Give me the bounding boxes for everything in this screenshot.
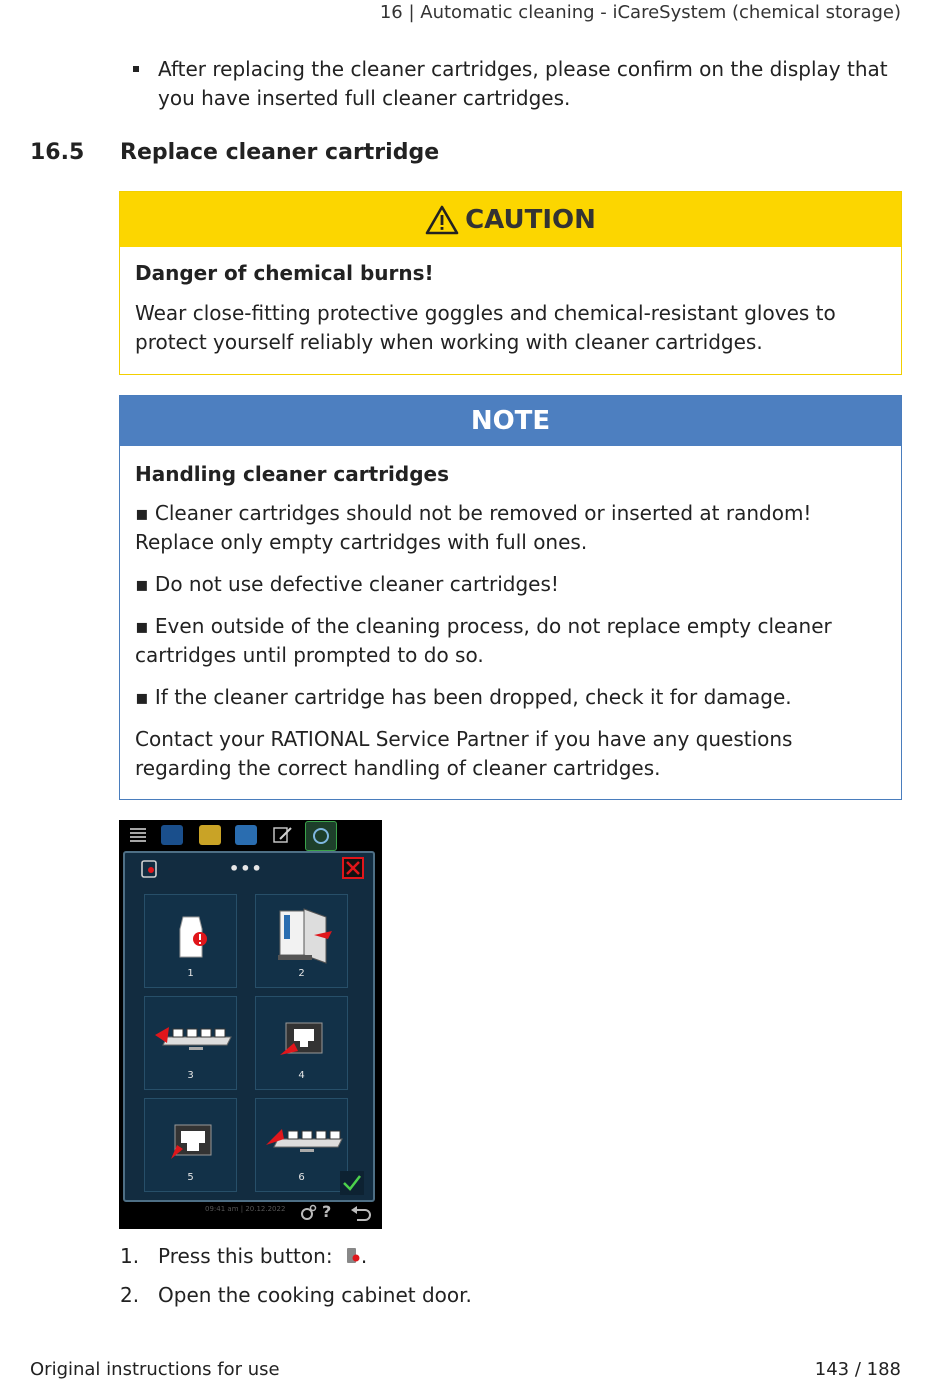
tile-number: 2 <box>298 968 305 979</box>
cartridge-rack-insert-icon <box>264 1125 344 1155</box>
intro-bullet <box>133 55 893 113</box>
note-label: NOTE <box>470 406 551 436</box>
cartridge-icon <box>139 859 159 883</box>
bullet-marker <box>133 66 139 72</box>
step-suffix: . <box>360 1244 368 1268</box>
caution-label: CAUTION <box>465 204 596 235</box>
section-title: Replace cleaner cartridge <box>120 140 440 165</box>
section-number: 16.5 <box>30 140 85 165</box>
device-top-bar <box>119 820 382 850</box>
clean-icon[interactable] <box>305 821 337 851</box>
oven-door-icon <box>276 905 336 965</box>
cartridge-panel <box>123 851 375 1202</box>
step-tile-1[interactable] <box>144 894 237 988</box>
page-header: 16 | Automatic cleaning - iCareSystem (chemical storage) <box>379 2 901 23</box>
caution-text: Wear close-fitting protective goggles and chemical-resistant gloves to protect yourself reliably when working with cleaner cartridges. <box>135 301 836 354</box>
step-tile-2[interactable] <box>255 894 348 988</box>
cartridge-remove-icon <box>280 1021 326 1061</box>
footer-left: Original instructions for use <box>30 1359 280 1380</box>
device-screenshot <box>119 820 382 1229</box>
note-item: ▪ If the cleaner cartridge has been dropped, check it for damage. <box>135 685 792 709</box>
menu-icon[interactable] <box>127 825 149 845</box>
help-icon[interactable]: ? <box>322 1202 332 1221</box>
page-number: 143 / 188 <box>814 1359 901 1380</box>
tile-number: 4 <box>298 1070 305 1081</box>
cartridge-button-icon <box>345 1246 361 1271</box>
confirm-check-icon[interactable] <box>340 1171 364 1195</box>
caution-box <box>119 191 902 375</box>
note-header <box>120 396 901 446</box>
note-item: ▪ Even outside of the cleaning process, do not replace empty cleaner cartridges until prompted to do so. <box>135 614 832 667</box>
tray-icon[interactable] <box>235 825 257 845</box>
tile-number: 1 <box>187 968 194 979</box>
cartridge-rack-remove-icon <box>153 1023 233 1053</box>
back-icon[interactable] <box>349 1204 371 1228</box>
step-tile-5[interactable] <box>144 1098 237 1192</box>
step-text: Open the cooking cabinet door. <box>158 1283 472 1307</box>
step-tile-3[interactable] <box>144 996 237 1090</box>
step-2 <box>120 1283 472 1307</box>
tile-number: 3 <box>187 1070 194 1081</box>
step-text: Press this button: <box>158 1244 333 1268</box>
steam-icon[interactable] <box>161 825 183 845</box>
cartridge-insert-icon <box>169 1123 215 1163</box>
step-1 <box>120 1244 367 1271</box>
bread-icon[interactable] <box>199 825 221 845</box>
close-icon[interactable] <box>342 857 364 879</box>
status-time: 09:41 am | 20.12.2022 <box>205 1205 286 1213</box>
note-item: ▪ Do not use defective cleaner cartridges! <box>135 572 559 596</box>
tile-number: 5 <box>187 1172 194 1183</box>
warning-triangle-icon <box>425 205 459 235</box>
edit-icon[interactable] <box>271 825 293 845</box>
intro-bullet-text: After replacing the cleaner cartridges, please confirm on the display that you have inserted full cleaner cartridges. <box>158 57 888 110</box>
settings-icon[interactable] <box>297 1204 317 1228</box>
caution-heading: Danger of chemical burns! <box>135 261 434 285</box>
more-menu-button[interactable]: ••• <box>229 859 263 878</box>
device-bottom-bar <box>119 1200 382 1229</box>
note-item: ▪ Cleaner cartridges should not be removed or inserted at random! Replace only empty cartridges with full ones. <box>135 501 812 554</box>
note-heading: Handling cleaner cartridges <box>135 462 450 486</box>
note-box <box>119 395 902 800</box>
step-number: 2. <box>120 1283 140 1307</box>
step-number: 1. <box>120 1244 140 1268</box>
caution-header <box>120 192 901 247</box>
note-contact: Contact your RATIONAL Service Partner if you have any questions regarding the correct handling of cleaner cartridges. <box>135 727 793 780</box>
cartridge-warning-icon <box>175 915 209 963</box>
tile-number: 6 <box>298 1172 305 1183</box>
step-tile-6[interactable] <box>255 1098 348 1192</box>
step-tile-4[interactable] <box>255 996 348 1090</box>
